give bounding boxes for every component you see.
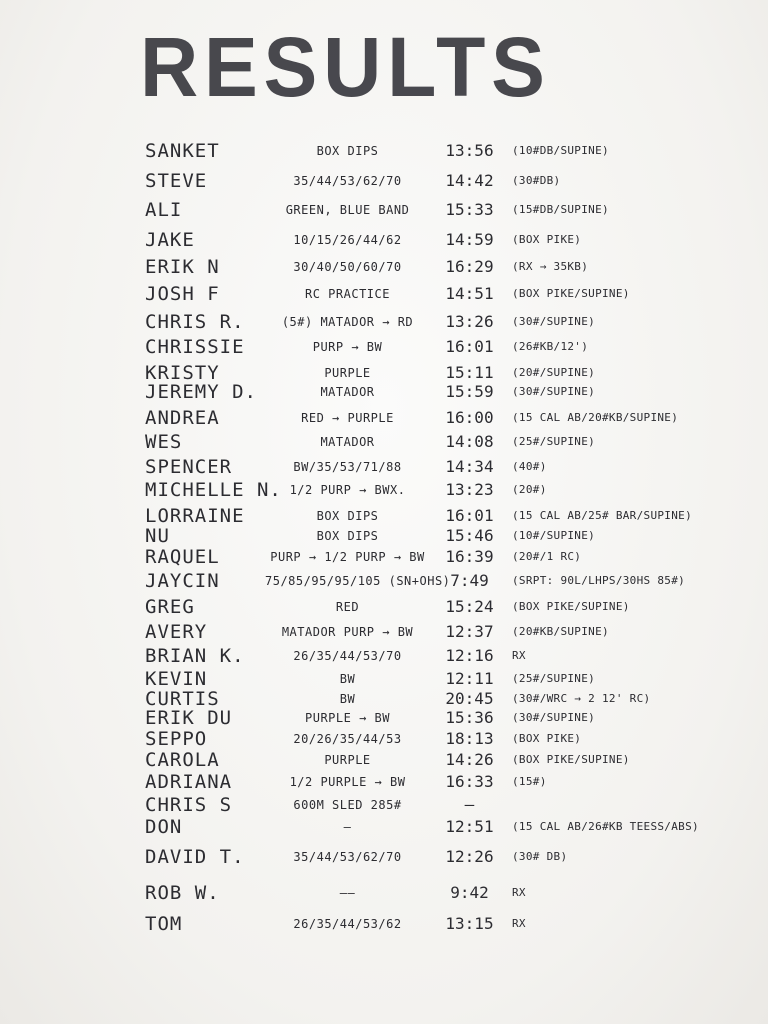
workout-detail: —— (339, 886, 356, 900)
athlete-name: KRISTY (145, 362, 220, 384)
result-row (0, 199, 768, 229)
athlete-name: ANDREA (145, 407, 220, 429)
athlete-name: BRIAN K. (145, 645, 245, 667)
finish-time: 14:08 (445, 432, 494, 451)
scaling-note: (15 CAL AB/25# BAR/SUPINE) (512, 509, 692, 522)
scaling-note: (10#/SUPINE) (512, 529, 596, 542)
scaling-note: RX (512, 886, 526, 899)
result-row (0, 170, 768, 200)
finish-time: 12:16 (445, 646, 494, 665)
finish-time: 15:24 (445, 597, 494, 616)
finish-time: 9:42 (450, 883, 489, 902)
scaling-note: (30#DB) (512, 174, 561, 187)
workout-detail: BOX DIPS (316, 144, 379, 158)
workout-detail: (5#) MATADOR → RD (281, 315, 414, 329)
workout-detail: 600M SLED 285# (293, 798, 402, 812)
finish-time: 13:26 (445, 312, 494, 331)
finish-time: 12:51 (445, 817, 494, 836)
athlete-name: RAQUEL (145, 546, 220, 568)
finish-time: 12:11 (445, 669, 494, 688)
workout-detail: 35/44/53/62/70 (293, 174, 402, 188)
athlete-name: DAVID T. (145, 846, 245, 868)
scaling-note: (15 CAL AB/20#KB/SUPINE) (512, 411, 679, 424)
athlete-name: MICHELLE N. (145, 479, 282, 501)
athlete-name: JEREMY D. (145, 381, 257, 403)
workout-detail: BOX DIPS (316, 529, 379, 543)
finish-time: 13:15 (445, 914, 494, 933)
workout-detail: 1/2 PURPLE → BW (289, 775, 406, 789)
finish-time: 12:26 (445, 847, 494, 866)
athlete-name: JAYCIN (145, 570, 220, 592)
result-row (0, 846, 768, 876)
athlete-name: WES (145, 431, 183, 453)
finish-time: 16:33 (445, 772, 494, 791)
result-row (0, 913, 768, 943)
workout-detail: PURP → 1/2 PURP → BW (270, 550, 425, 564)
athlete-name: ADRIANA (145, 771, 233, 793)
result-row (0, 140, 768, 170)
finish-time: 16:01 (445, 506, 494, 525)
finish-time: 15:59 (445, 382, 494, 401)
scaling-note: (15 CAL AB/26#KB TEESS/ABS) (512, 820, 699, 833)
workout-detail: MATADOR (320, 435, 375, 449)
finish-time: 7:49 (450, 571, 489, 590)
athlete-name: CHRISSIE (145, 336, 245, 358)
scaling-note: (30#/SUPINE) (512, 385, 596, 398)
workout-detail: RED (335, 600, 360, 614)
workout-detail: GREEN, BLUE BAND (285, 203, 410, 217)
finish-time: 20:45 (445, 689, 494, 708)
finish-time: 15:36 (445, 708, 494, 727)
scaling-note: (SRPT: 90L/LHPS/30HS 85#) (512, 574, 686, 587)
workout-detail: 10/15/26/44/62 (293, 233, 402, 247)
finish-time: 16:01 (445, 337, 494, 356)
scaling-note: (BOX PIKE/SUPINE) (512, 600, 630, 613)
finish-time: 16:00 (445, 408, 494, 427)
workout-detail: PURPLE (324, 753, 371, 767)
result-row (0, 816, 768, 846)
scaling-note: (RX → 35KB) (512, 260, 589, 273)
finish-time: 15:11 (445, 363, 494, 382)
finish-time: 16:29 (445, 257, 494, 276)
athlete-name: NU (145, 525, 170, 547)
workout-detail: 75/85/95/95/105 (SN+OHS) (265, 574, 451, 588)
finish-time: 15:46 (445, 526, 494, 545)
athlete-name: SPENCER (145, 456, 233, 478)
athlete-name: ROB W. (145, 882, 220, 904)
athlete-name: CURTIS (145, 688, 220, 710)
scaling-note: (30# DB) (512, 850, 568, 863)
workout-detail: — (343, 820, 352, 834)
scaling-note: (15#) (512, 775, 547, 788)
result-row (0, 256, 768, 286)
scaling-note: RX (512, 649, 526, 662)
scaling-note: RX (512, 917, 526, 930)
workout-detail: 26/35/44/53/62 (293, 917, 402, 931)
workout-detail: BOX DIPS (316, 509, 379, 523)
workout-detail: RC PRACTICE (305, 287, 390, 301)
finish-time: — (464, 795, 475, 814)
athlete-name: ERIK N (145, 256, 220, 278)
athlete-name: ERIK DU (145, 707, 233, 729)
scaling-note: (BOX PIKE/SUPINE) (512, 753, 630, 766)
scaling-note: (20#/1 RC) (512, 550, 582, 563)
athlete-name: TOM (145, 913, 183, 935)
workout-detail: 35/44/53/62/70 (293, 850, 402, 864)
scaling-note: (20#) (512, 483, 547, 496)
workout-detail: 26/35/44/53/70 (293, 649, 402, 663)
athlete-name: CHRIS S (145, 794, 233, 816)
scaling-note: (30#/WRC → 2 12' RC) (512, 692, 651, 705)
athlete-name: CAROLA (145, 749, 220, 771)
finish-time: 15:33 (445, 200, 494, 219)
workout-detail: PURPLE → BW (305, 711, 390, 725)
workout-detail: 20/26/35/44/53 (293, 732, 402, 746)
scaling-note: (15#DB/SUPINE) (512, 203, 609, 216)
workout-detail: 30/40/50/60/70 (293, 260, 402, 274)
workout-detail: PURPLE (324, 366, 371, 380)
results-title: RESULTS (140, 20, 551, 114)
athlete-name: CHRIS R. (145, 311, 245, 333)
scaling-note: (BOX PIKE/SUPINE) (512, 287, 630, 300)
athlete-name: JOSH F (145, 283, 220, 305)
athlete-name: STEVE (145, 170, 208, 192)
result-row (0, 882, 768, 912)
athlete-name: LORRAINE (145, 505, 245, 527)
athlete-name: AVERY (145, 621, 208, 643)
finish-time: 18:13 (445, 729, 494, 748)
finish-time: 14:42 (445, 171, 494, 190)
scaling-note: (30#/SUPINE) (512, 711, 596, 724)
athlete-name: KEVIN (145, 668, 208, 690)
finish-time: 14:59 (445, 230, 494, 249)
result-row (0, 283, 768, 313)
scaling-note: (25#/SUPINE) (512, 672, 596, 685)
workout-detail: MATADOR (320, 385, 375, 399)
result-row (0, 229, 768, 259)
scaling-note: (10#DB/SUPINE) (512, 144, 609, 157)
scaling-note: (BOX PIKE) (512, 233, 582, 246)
scaling-note: (26#KB/12') (512, 340, 589, 353)
finish-time: 14:26 (445, 750, 494, 769)
finish-time: 12:37 (445, 622, 494, 641)
finish-time: 14:51 (445, 284, 494, 303)
finish-time: 13:56 (445, 141, 494, 160)
finish-time: 14:34 (445, 457, 494, 476)
athlete-name: SEPPO (145, 728, 208, 750)
scaling-note: (25#/SUPINE) (512, 435, 596, 448)
athlete-name: JAKE (145, 229, 195, 251)
workout-detail: BW (339, 672, 356, 686)
workout-detail: BW/35/53/71/88 (293, 460, 402, 474)
athlete-name: ALI (145, 199, 183, 221)
workout-detail: MATADOR PURP → BW (281, 625, 414, 639)
athlete-name: SANKET (145, 140, 220, 162)
workout-detail: BW (339, 692, 356, 706)
athlete-name: GREG (145, 596, 195, 618)
workout-detail: 1/2 PURP → BWX. (289, 483, 406, 497)
scaling-note: (20#/SUPINE) (512, 366, 596, 379)
finish-time: 16:39 (445, 547, 494, 566)
finish-time: 13:23 (445, 480, 494, 499)
scaling-note: (BOX PIKE) (512, 732, 582, 745)
scaling-note: (40#) (512, 460, 547, 473)
scaling-note: (20#KB/SUPINE) (512, 625, 609, 638)
workout-detail: PURP → BW (312, 340, 383, 354)
workout-detail: RED → PURPLE (301, 411, 394, 425)
scaling-note: (30#/SUPINE) (512, 315, 596, 328)
athlete-name: DON (145, 816, 183, 838)
